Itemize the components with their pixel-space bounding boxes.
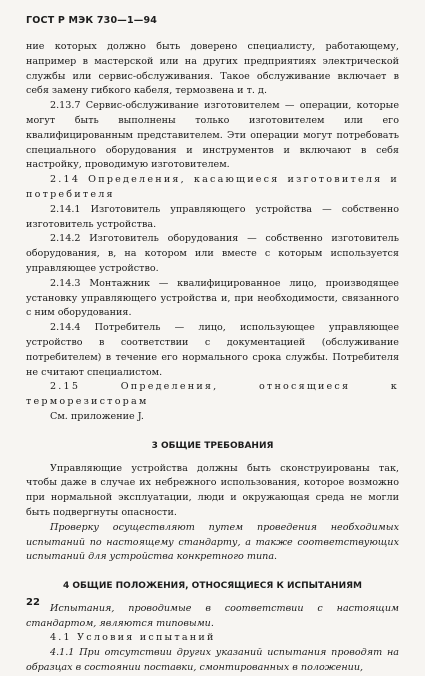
section-4-paragraph-1: Испытания, проводимые в соответствии с настоящим стандартом, являются типовыми.	[26, 602, 399, 629]
document-header: ГОСТ Р МЭК 730—1—94	[26, 15, 158, 26]
paragraph-2-14-3: 2.14.3 Монтажник — квалифицированное лицо, производящее установку управляющего устройства и, при необходимости, связанного с ним оборудования.	[26, 277, 399, 319]
section-3-title: 3 ОБЩИЕ ТРЕБОВАНИЯ	[151, 440, 274, 451]
section-4-1-heading: 4.1 Условия испытаний	[50, 632, 216, 644]
paragraph-see-annex: См. приложение J.	[50, 410, 144, 422]
paragraph-2-14-1: 2.14.1 Изготовитель управляющего устройства — собственно изготовитель устройства.	[26, 203, 399, 230]
paragraph-continuation: ние которых должно быть доверено специалисту, работающему, например в мастерской или на других предприятиях электрической службы или сервис-обслуживания. Такое обслуживание включает в себя замену гибкого кабеля, термозвена и т. д.	[26, 41, 399, 97]
section-4-title: 4 ОБЩИЕ ПОЛОЖЕНИЯ, ОТНОСЯЩИЕСЯ К ИСПЫТАНИЯМ	[63, 581, 362, 592]
paragraph-2-15-heading: 2.15 Определения, относящиеся к терморезисторам	[26, 381, 399, 408]
paragraph-2-13-7: 2.13.7 Сервис-обслуживание изготовителем — операции, которые могут быть выполнены только изготовителем или его квалифицированным представителем. Эти операции могут потребовать специального оборудования и инструментов и включают в себя настройку, проводимую изготовителем.	[26, 100, 399, 171]
section-4-1-1: 4.1.1 При отсутствии других указаний испытания проводят на образцах в состоянии поставки, смонтированных в положении,	[26, 647, 399, 674]
section-3-paragraph-2: Проверку осуществляют путем проведения необходимых испытаний по настоящему стандарту, а также соответствующих испытаний для устройства конкретного типа.	[26, 521, 399, 563]
paragraph-2-14-heading: 2.14 Определения, касающиеся изготовителя и потребителя	[26, 174, 399, 200]
paragraph-2-14-4: 2.14.4 Потребитель — лицо, использующее управляющее устройство в соответствии с документацией (обслуживание потребителем) в течение его нормального срока службы. Потребителя не считают специалистом.	[26, 322, 399, 378]
page-number: 22	[26, 597, 40, 608]
section-3-paragraph-1: Управляющие устройства должны быть сконструированы так, чтобы даже в случае их небрежного использования, которое возможно при нормальной эксплуатации, люди и окружающая среда не могли быть подвергнуты опасности.	[26, 462, 399, 518]
page-body	[26, 40, 399, 676]
paragraph-2-14-2: 2.14.2 Изготовитель оборудования — собственно изготовитель оборудования, в, на котором или вместе с которым используется управляющее устройство.	[26, 233, 399, 274]
